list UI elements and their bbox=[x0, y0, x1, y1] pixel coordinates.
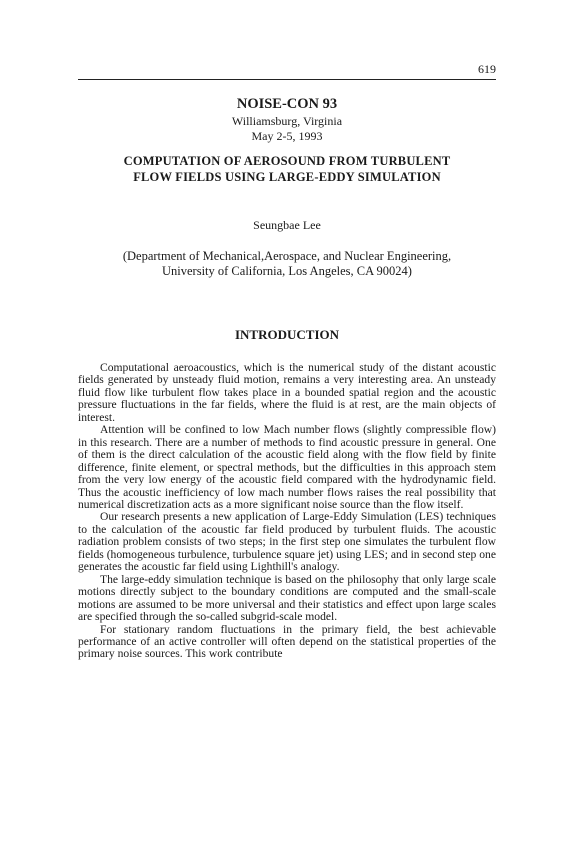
body-paragraph: Computational aeroacoustics, which is the numerical study of the distant acoustic fields generated by unsteady fluid motion, remains a very interesting area. An unsteady fluid flow like turbulent flow takes place in a bounded spatial region and the acoustic pressure fluctuations in the far fields, where the fluid is at rest, are the main objects of interest. bbox=[78, 361, 496, 424]
paper-title-line-1: COMPUTATION OF AEROSOUND FROM TURBULENT bbox=[123, 154, 451, 168]
conference-name: NOISE-CON 93 bbox=[236, 96, 338, 112]
section-heading-introduction: INTRODUCTION bbox=[234, 327, 339, 342]
paper-title-line-2: FLOW FIELDS USING LARGE-EDDY SIMULATION bbox=[133, 169, 441, 184]
body-paragraph: Attention will be confined to low Mach number flows (slightly compressible flow) in this research. There are a number of methods to find acoustic pressure in general. One of them is the direct calculation of the acoustic field along with the flow field by finite difference, finite element, or spectral methods, but the difficulties in this approach stem from the very low energy of the acoustic field compared with the hydrodynamic field. Thus the acoustic inefficiency of low mach number flows raises the real possibility that numerical discretization acts as a more significant noise source than the flow itself. bbox=[78, 423, 496, 511]
conference-date: May 2-5, 1993 bbox=[251, 129, 323, 143]
introduction-body bbox=[78, 362, 496, 661]
page-number: 619 bbox=[478, 62, 496, 76]
author-affiliation bbox=[78, 249, 496, 279]
paper-title bbox=[78, 154, 496, 185]
body-paragraph: The large-eddy simulation technique is based on the philosophy that only large scale motions directly subject to the boundary conditions are computed and the small-scale motions are assumed to be more universal and their statistics and effect upon large scales are specified through the so-called subgrid-scale model. bbox=[78, 572, 496, 624]
body-paragraph: For stationary random fluctuations in the primary field, the best achievable performance of an active controller will often depend on the statistical properties of the primary noise sources. This work contribute bbox=[78, 622, 496, 661]
body-paragraph: Our research presents a new application of Large-Eddy Simulation (LES) techniques to the calculation of the acoustic far field produced by turbulent fluids. The acoustic radiation problem consists of two steps; in the first step one simulates the turbulent flow fields (homogeneous turbulence, turbulence square jet) using LES; and in second step one generates the acoustic far field using Lighthill's analogy. bbox=[78, 510, 496, 574]
affiliation-line-1: (Department of Mechanical,Aerospace, and Nuclear Engineering, bbox=[122, 249, 452, 263]
header-rule bbox=[78, 79, 496, 80]
affiliation-line-2: University of California, Los Angeles, CA 90024) bbox=[162, 264, 412, 278]
conference-location: Williamsburg, Virginia bbox=[231, 114, 343, 128]
author-name: Seungbae Lee bbox=[253, 218, 321, 232]
